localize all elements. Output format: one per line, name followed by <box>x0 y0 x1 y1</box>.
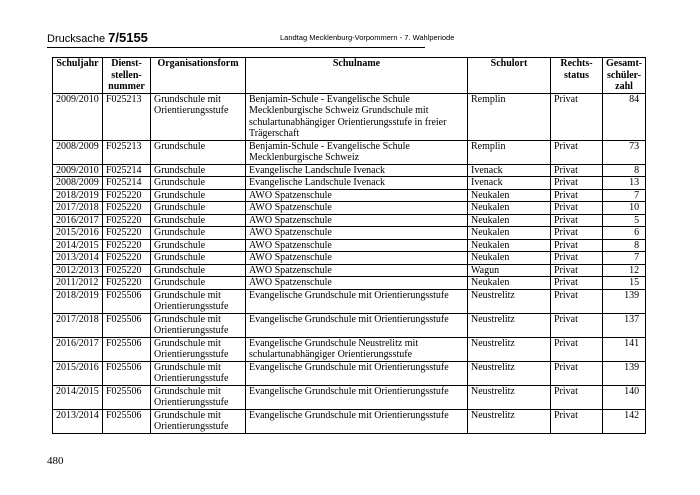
col-organisationsform-cell: Grundschule <box>151 252 246 265</box>
table-row <box>53 289 646 313</box>
table-body <box>53 93 646 433</box>
col-schuljahr-cell: 2018/2019 <box>53 289 103 313</box>
col-gesamtschuelerzahl-cell: 141 <box>603 337 646 361</box>
col-schulort-cell: Neukalen <box>468 239 551 252</box>
col-rechtsstatus-cell: Privat <box>551 202 603 215</box>
col-schuljahr-cell: 2015/2016 <box>53 361 103 385</box>
col-rechtsstatus-cell: Privat <box>551 277 603 290</box>
col-organisationsform-cell: Grundschule <box>151 164 246 177</box>
col-schulort-header: Schulort <box>468 58 551 94</box>
col-schulort-cell: Neustrelitz <box>468 385 551 409</box>
col-organisationsform-cell: Grundschule mit Orientierungsstufe <box>151 313 246 337</box>
col-organisationsform-cell: Grundschule mit Orientierungsstufe <box>151 337 246 361</box>
col-rechtsstatus-cell: Privat <box>551 177 603 190</box>
col-rechtsstatus-cell: Privat <box>551 385 603 409</box>
schools-table <box>52 57 646 434</box>
col-dienststellennummer-cell: F025214 <box>103 177 151 190</box>
col-schuljahr-cell: 2014/2015 <box>53 239 103 252</box>
col-organisationsform-cell: Grundschule mit Orientierungsstufe <box>151 93 246 140</box>
col-schuljahr-cell: 2009/2010 <box>53 164 103 177</box>
col-schulort-cell: Neukalen <box>468 252 551 265</box>
table-row <box>53 214 646 227</box>
col-gesamtschuelerzahl-cell: 8 <box>603 164 646 177</box>
table-row <box>53 277 646 290</box>
col-schulort-cell: Remplin <box>468 140 551 164</box>
col-rechtsstatus-cell: Privat <box>551 289 603 313</box>
col-schuljahr-cell: 2008/2009 <box>53 140 103 164</box>
col-schulort-cell: Neustrelitz <box>468 409 551 433</box>
col-rechtsstatus-cell: Privat <box>551 361 603 385</box>
table-row <box>53 409 646 433</box>
col-rechtsstatus-header: Rechts-status <box>551 58 603 94</box>
col-gesamtschuelerzahl-cell: 5 <box>603 214 646 227</box>
col-dienststellennummer-cell: F025506 <box>103 313 151 337</box>
col-dienststellennummer-cell: F025213 <box>103 93 151 140</box>
col-rechtsstatus-cell: Privat <box>551 164 603 177</box>
col-dienststellennummer-cell: F025506 <box>103 289 151 313</box>
table-row <box>53 361 646 385</box>
col-schulname-cell: Evangelische Landschule Ivenack <box>246 164 468 177</box>
col-schuljahr-cell: 2016/2017 <box>53 214 103 227</box>
col-gesamtschuelerzahl-cell: 10 <box>603 202 646 215</box>
col-organisationsform-cell: Grundschule <box>151 277 246 290</box>
col-schulort-cell: Neustrelitz <box>468 313 551 337</box>
table-row <box>53 313 646 337</box>
col-schuljahr-cell: 2013/2014 <box>53 409 103 433</box>
col-dienststellennummer-cell: F025220 <box>103 239 151 252</box>
col-gesamtschuelerzahl-cell: 13 <box>603 177 646 190</box>
table-row <box>53 385 646 409</box>
col-gesamtschuelerzahl-cell: 139 <box>603 289 646 313</box>
col-dienststellennummer-cell: F025506 <box>103 409 151 433</box>
col-schulname-cell: Evangelische Grundschule mit Orientierungsstufe <box>246 409 468 433</box>
col-schulort-cell: Neukalen <box>468 214 551 227</box>
parliament-title: Landtag Mecklenburg-Vorpommern - 7. Wahlperiode <box>280 33 455 42</box>
col-schuljahr-header: Schuljahr <box>53 58 103 94</box>
table-row <box>53 239 646 252</box>
col-rechtsstatus-cell: Privat <box>551 313 603 337</box>
col-organisationsform-cell: Grundschule <box>151 202 246 215</box>
col-organisationsform-cell: Grundschule mit Orientierungsstufe <box>151 361 246 385</box>
col-schulort-cell: Remplin <box>468 93 551 140</box>
col-dienststellennummer-header: Dienst-stellen-nummer <box>103 58 151 94</box>
col-schulort-cell: Neustrelitz <box>468 289 551 313</box>
col-dienststellennummer-cell: F025506 <box>103 361 151 385</box>
col-schulname-cell: Evangelische Grundschule mit Orientierungsstufe <box>246 289 468 313</box>
col-schulname-header: Schulname <box>246 58 468 94</box>
col-schulname-cell: Evangelische Landschule Ivenack <box>246 177 468 190</box>
table-row <box>53 93 646 140</box>
col-schulort-cell: Neukalen <box>468 277 551 290</box>
col-schulname-cell: Evangelische Grundschule mit Orientierungsstufe <box>246 361 468 385</box>
col-organisationsform-cell: Grundschule <box>151 239 246 252</box>
col-schulname-cell: AWO Spatzenschule <box>246 239 468 252</box>
col-dienststellennummer-cell: F025220 <box>103 264 151 277</box>
col-gesamtschuelerzahl-cell: 84 <box>603 93 646 140</box>
col-schulname-cell: Evangelische Grundschule Neustrelitz mit schulartunabhängiger Orientierungsstufe <box>246 337 468 361</box>
col-gesamtschuelerzahl-cell: 6 <box>603 227 646 240</box>
col-schulname-cell: Evangelische Grundschule mit Orientierungsstufe <box>246 385 468 409</box>
col-organisationsform-cell: Grundschule <box>151 140 246 164</box>
col-dienststellennummer-cell: F025506 <box>103 385 151 409</box>
col-dienststellennummer-cell: F025506 <box>103 337 151 361</box>
col-dienststellennummer-cell: F025220 <box>103 189 151 202</box>
document-number: 7/5155 <box>108 30 148 45</box>
col-rechtsstatus-cell: Privat <box>551 409 603 433</box>
col-gesamtschuelerzahl-cell: 139 <box>603 361 646 385</box>
col-schulname-cell: Evangelische Grundschule mit Orientierungsstufe <box>246 313 468 337</box>
table-row <box>53 164 646 177</box>
col-rechtsstatus-cell: Privat <box>551 239 603 252</box>
col-schulort-cell: Ivenack <box>468 177 551 190</box>
col-organisationsform-cell: Grundschule mit Orientierungsstufe <box>151 289 246 313</box>
col-rechtsstatus-cell: Privat <box>551 140 603 164</box>
table-row <box>53 252 646 265</box>
col-dienststellennummer-cell: F025220 <box>103 277 151 290</box>
col-rechtsstatus-cell: Privat <box>551 252 603 265</box>
col-schulort-cell: Neukalen <box>468 202 551 215</box>
col-gesamtschuelerzahl-header: Gesamt-schüler-zahl <box>603 58 646 94</box>
col-schuljahr-cell: 2008/2009 <box>53 177 103 190</box>
col-gesamtschuelerzahl-cell: 7 <box>603 189 646 202</box>
col-dienststellennummer-cell: F025213 <box>103 140 151 164</box>
col-gesamtschuelerzahl-cell: 140 <box>603 385 646 409</box>
table-row <box>53 202 646 215</box>
col-schulname-cell: AWO Spatzenschule <box>246 264 468 277</box>
col-schulort-cell: Neukalen <box>468 227 551 240</box>
col-gesamtschuelerzahl-cell: 73 <box>603 140 646 164</box>
col-organisationsform-cell: Grundschule <box>151 227 246 240</box>
table-row <box>53 189 646 202</box>
col-schulname-cell: AWO Spatzenschule <box>246 252 468 265</box>
page-number: 480 <box>47 455 64 467</box>
col-gesamtschuelerzahl-cell: 8 <box>603 239 646 252</box>
col-schulname-cell: AWO Spatzenschule <box>246 202 468 215</box>
col-schuljahr-cell: 2016/2017 <box>53 337 103 361</box>
table-header-row <box>53 58 646 94</box>
col-dienststellennummer-cell: F025220 <box>103 214 151 227</box>
col-organisationsform-cell: Grundschule <box>151 264 246 277</box>
col-schulort-cell: Neukalen <box>468 189 551 202</box>
document-label-text: Drucksache <box>47 33 106 45</box>
table-row <box>53 264 646 277</box>
col-schulname-cell: Benjamin-Schule - Evangelische Schule Mecklenburgische Schweiz <box>246 140 468 164</box>
col-schulname-cell: AWO Spatzenschule <box>246 214 468 227</box>
col-schuljahr-cell: 2012/2013 <box>53 264 103 277</box>
col-rechtsstatus-cell: Privat <box>551 214 603 227</box>
col-organisationsform-cell: Grundschule mit Orientierungsstufe <box>151 409 246 433</box>
col-schuljahr-cell: 2011/2012 <box>53 277 103 290</box>
col-gesamtschuelerzahl-cell: 7 <box>603 252 646 265</box>
col-gesamtschuelerzahl-cell: 15 <box>603 277 646 290</box>
col-schuljahr-cell: 2017/2018 <box>53 202 103 215</box>
col-dienststellennummer-cell: F025220 <box>103 202 151 215</box>
col-organisationsform-header: Organisationsform <box>151 58 246 94</box>
table-row <box>53 337 646 361</box>
col-schulort-cell: Neustrelitz <box>468 361 551 385</box>
table-row <box>53 140 646 164</box>
col-gesamtschuelerzahl-cell: 142 <box>603 409 646 433</box>
col-schulname-cell: AWO Spatzenschule <box>246 277 468 290</box>
table-row <box>53 177 646 190</box>
col-organisationsform-cell: Grundschule <box>151 189 246 202</box>
col-dienststellennummer-cell: F025214 <box>103 164 151 177</box>
col-gesamtschuelerzahl-cell: 12 <box>603 264 646 277</box>
col-organisationsform-cell: Grundschule <box>151 177 246 190</box>
col-schuljahr-cell: 2018/2019 <box>53 189 103 202</box>
header-divider <box>47 47 425 48</box>
col-schulname-cell: AWO Spatzenschule <box>246 189 468 202</box>
col-schulname-cell: Benjamin-Schule - Evangelische Schule Mecklenburgische Schweiz Grundschule mit schulartunabhängiger Orientierungsstufe in freier Trägerschaft <box>246 93 468 140</box>
col-rechtsstatus-cell: Privat <box>551 227 603 240</box>
col-schulort-cell: Neustrelitz <box>468 337 551 361</box>
col-organisationsform-cell: Grundschule <box>151 214 246 227</box>
document-label <box>47 30 148 45</box>
col-schuljahr-cell: 2009/2010 <box>53 93 103 140</box>
col-rechtsstatus-cell: Privat <box>551 93 603 140</box>
col-schulname-cell: AWO Spatzenschule <box>246 227 468 240</box>
col-dienststellennummer-cell: F025220 <box>103 252 151 265</box>
col-gesamtschuelerzahl-cell: 137 <box>603 313 646 337</box>
col-schulort-cell: Ivenack <box>468 164 551 177</box>
col-rechtsstatus-cell: Privat <box>551 264 603 277</box>
col-schulort-cell: Wagun <box>468 264 551 277</box>
col-schuljahr-cell: 2017/2018 <box>53 313 103 337</box>
col-rechtsstatus-cell: Privat <box>551 337 603 361</box>
col-schuljahr-cell: 2015/2016 <box>53 227 103 240</box>
table-row <box>53 227 646 240</box>
col-schuljahr-cell: 2014/2015 <box>53 385 103 409</box>
col-schuljahr-cell: 2013/2014 <box>53 252 103 265</box>
col-dienststellennummer-cell: F025220 <box>103 227 151 240</box>
col-organisationsform-cell: Grundschule mit Orientierungsstufe <box>151 385 246 409</box>
col-rechtsstatus-cell: Privat <box>551 189 603 202</box>
